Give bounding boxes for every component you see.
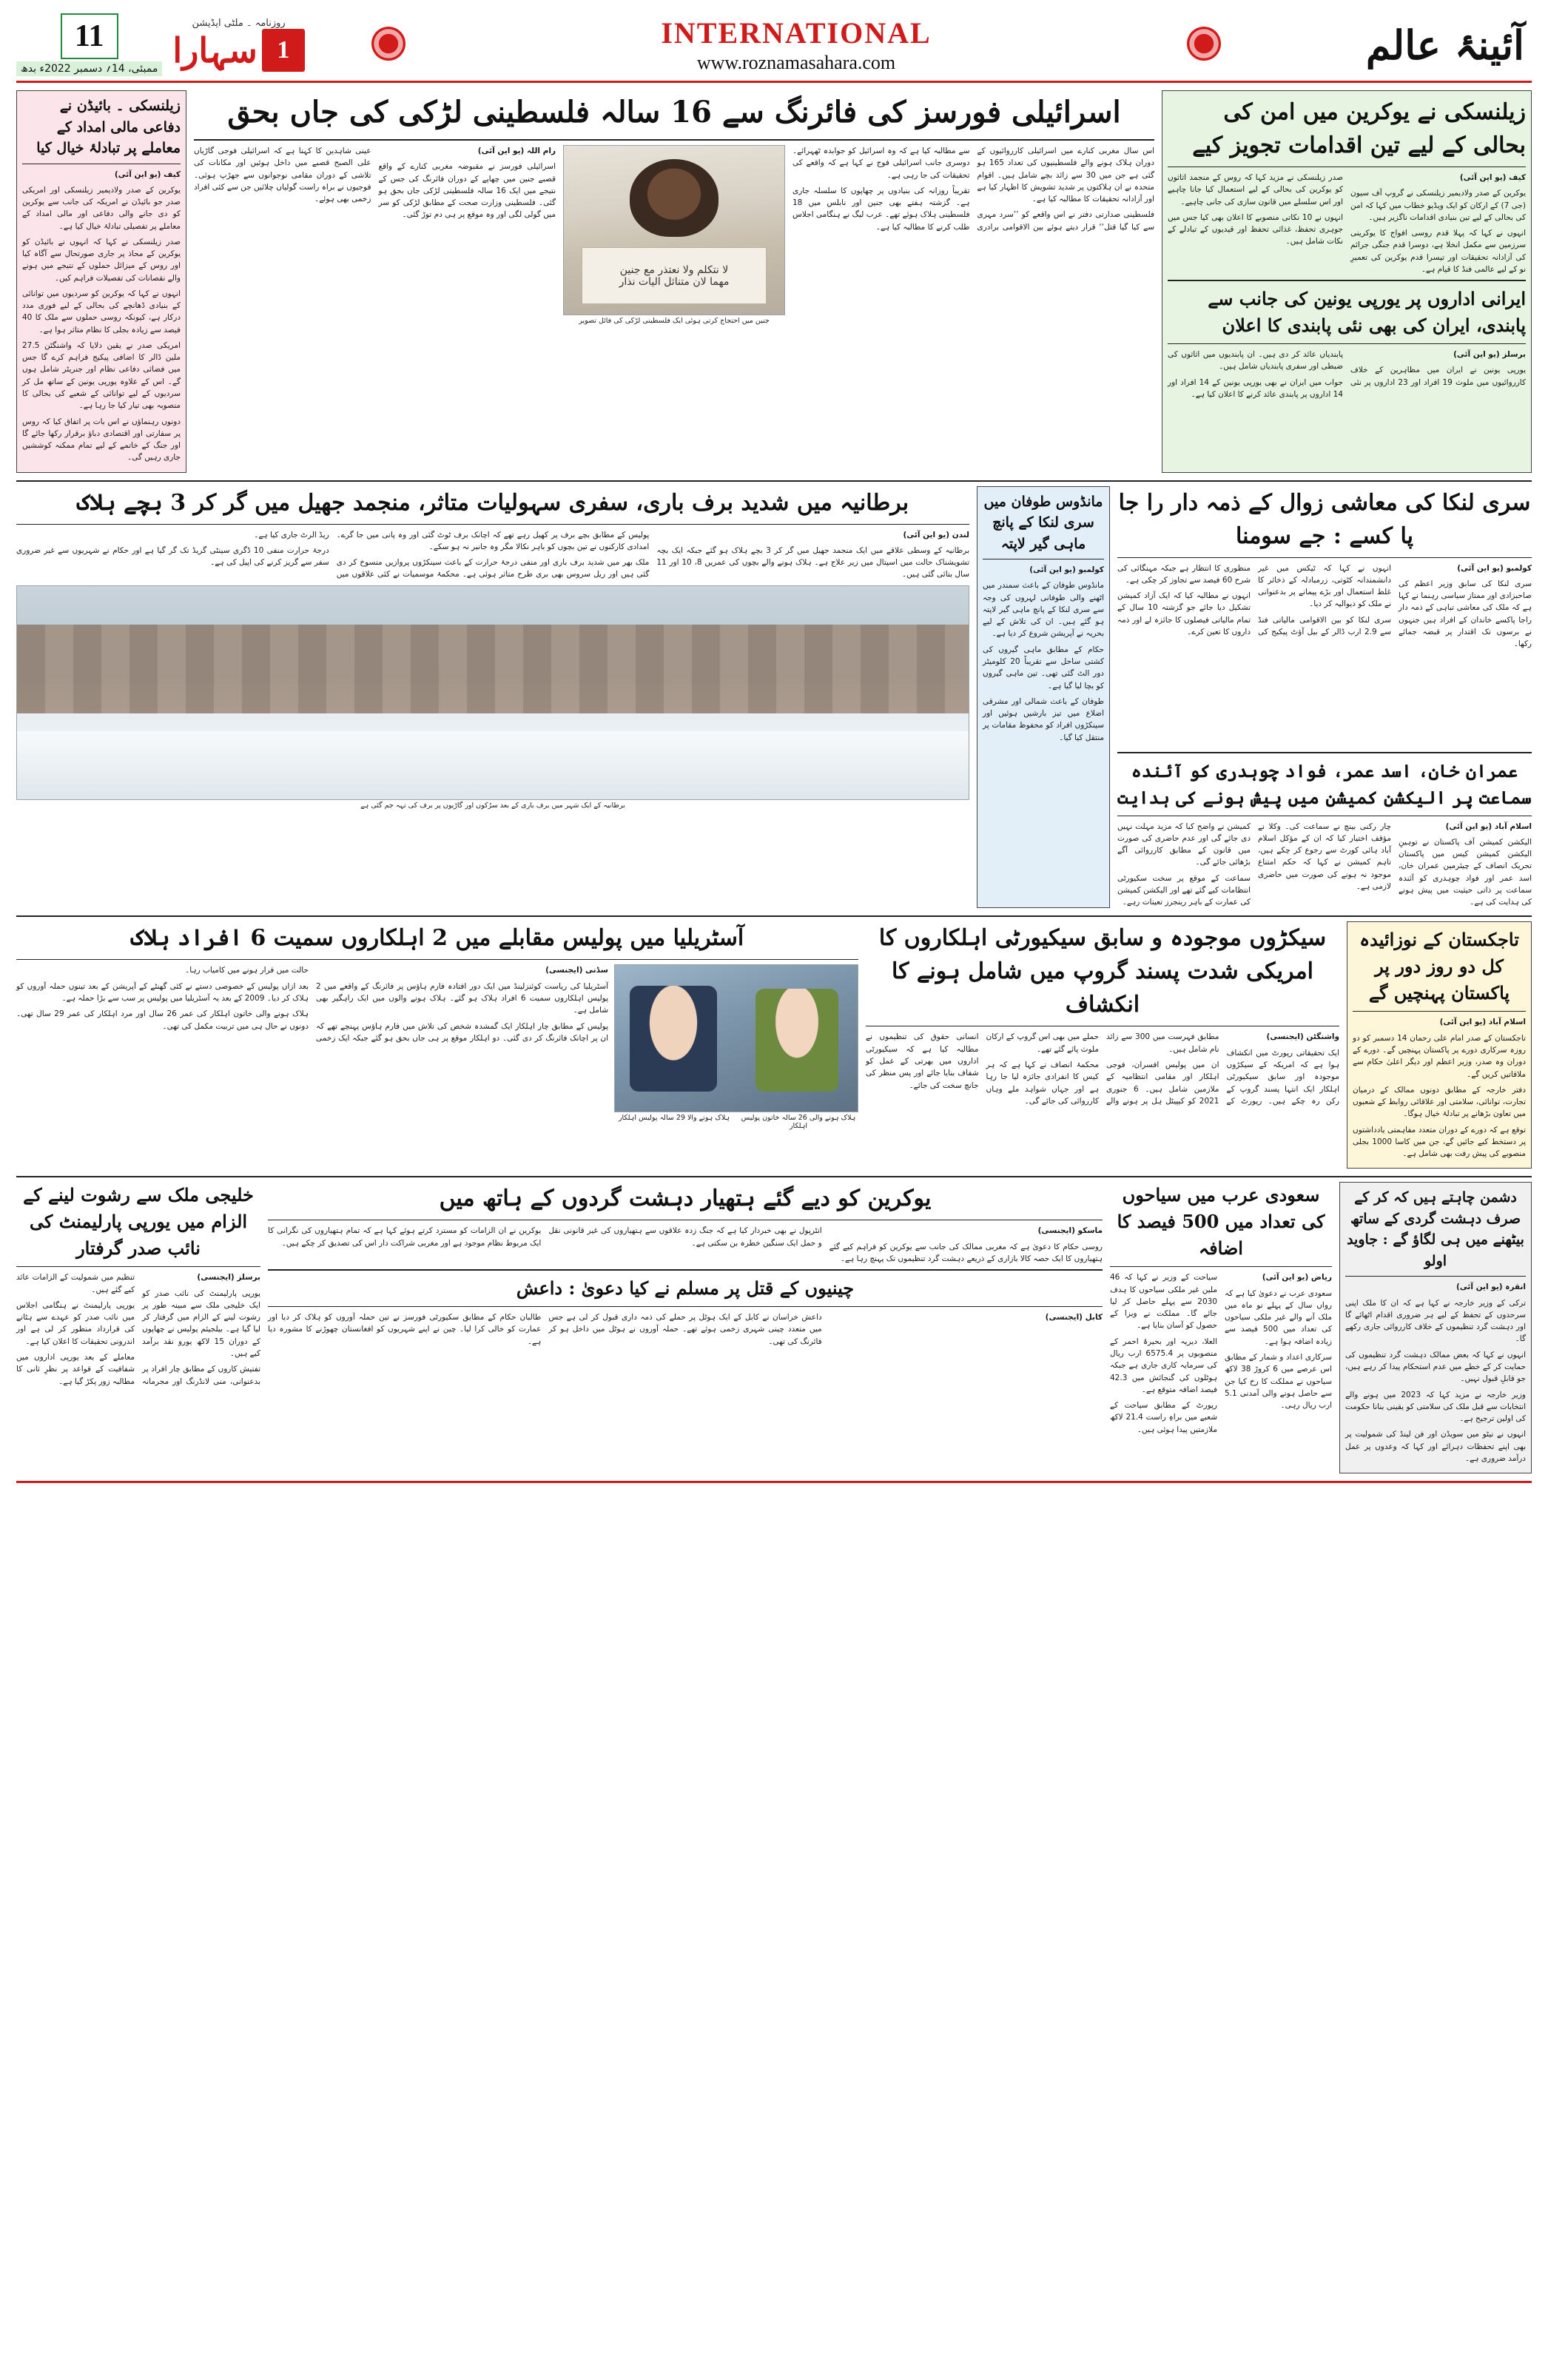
dateline: ماسکو (ایجنسی) bbox=[1037, 1226, 1103, 1236]
paragraph: ان میں پولیس افسران، فوجی اہلکار اور مقامی انتظامیہ کے ملازمین شامل ہیں۔ 6 جنوری 2021 کو کیپیٹل ہل پر ہونے والے حملے میں بھی اس گروپ کے ارکان ملوث پائے گئے تھے۔ bbox=[986, 1032, 1219, 1106]
paragraph: آسٹریلیا کی ریاست کوئنزلینڈ میں ایک دور افتادہ فارم ہاؤس پر فائرنگ کے واقعے میں 2 پولیس اہلکاروں سمیت 6 افراد ہلاک ہو گئے۔ ہلاک ہونے والوں میں ایک راہگیر بھی شامل ہے۔ bbox=[316, 981, 608, 1015]
placard-line-1: لا نتكلم ولا نعتذر مع جنين bbox=[619, 263, 729, 276]
article-palestinian-girl-killed bbox=[194, 90, 1154, 473]
paragraph: امریکی صدر نے یقین دلایا کہ واشنگٹن 27.5 ملین ڈالر کا اضافی پیکیج فراہم کرے گا جس میں فضائی دفاعی نظام اور جنریٹر شامل ہوں گے۔ اس کے علاوہ یورپی یونین کے ساتھ مل کر سردیوں کے لیے توانائی کے شعبے کی بحالی کا منصوبہ بھی تیار کیا جا رہا ہے۔ bbox=[22, 340, 181, 411]
paragraph: ایک تحقیقاتی رپورٹ میں انکشاف ہوا ہے کہ امریکہ کے سیکڑوں موجودہ اور سابق سیکیورٹی اہلکار ایک انتہا پسند گروپ کے رکن رہ چکے ہیں۔ رپورٹ کے مطابق فہرست میں 300 سے زائد نام شامل ہیں۔ bbox=[1106, 1032, 1339, 1106]
page-number-block bbox=[16, 13, 162, 76]
headline-saudi-tourism: سعودی عرب میں سیاحوں کی تعداد میں 500 فیصد کا اضافہ bbox=[1117, 1184, 1325, 1260]
body-us-extremist-group bbox=[866, 1031, 1339, 1107]
paragraph: برطانیہ کے وسطی علاقے میں ایک منجمد جھیل میں گر کر 3 بچے ہلاک ہو گئے جبکہ ایک بچہ تشویشناک حالت میں اسپتال میں زیر علاج ہے۔ ہلاک ہونے والے بچوں کی عمریں 8، 10 اور 11 سال بتائی گئی ہیں۔ bbox=[656, 545, 970, 579]
photo-snow-street bbox=[16, 585, 969, 800]
dateline: کولمبو (یو این آئی) bbox=[1457, 563, 1532, 573]
paragraph: کمیشن نے واضح کیا کہ مزید مہلت نہیں دی جائے گی اور عدم حاضری کی صورت میں قانون کے مطابق کارروائی آگے بڑھائی جائے گی۔ bbox=[1117, 821, 1251, 867]
body-zelensky-biden bbox=[22, 169, 181, 468]
logo-top-line: روزنامہ ۔ ملٹی ایڈیشن bbox=[192, 18, 286, 29]
body-imran-khan-ecp bbox=[1117, 821, 1532, 909]
article-zelensky-biden-call bbox=[16, 90, 186, 473]
footer-rule bbox=[16, 1481, 1532, 1483]
paragraph: جواب میں ایران نے بھی یورپی یونین کے 14 افراد اور 14 اداروں پر پابندی عائد کرنے کا اعلان کیا ہے۔ bbox=[1168, 377, 1343, 399]
paragraph: سعودی عرب نے دعویٰ کیا ہے کہ رواں سال کے پہلے نو ماہ میں ملک آنے والے غیر ملکی سیاحوں کی تعداد میں 500 فیصد سے زیادہ اضافہ ہوا ہے۔ bbox=[1225, 1288, 1332, 1346]
paragraph: انہوں نے کہا کہ پہلا قدم روسی افواج کا یوکرینی سرزمین سے مکمل انخلا ہے، دوسرا قدم جنگی جرائم کی آزادانہ تحقیقات اور تیسرا قدم یوکرین کی تعمیرِ نو کے لیے عالمی فنڈ کا قیام ہے۔ bbox=[1350, 229, 1526, 274]
article-turkey-fm bbox=[1339, 1182, 1532, 1473]
headline-palestinian-girl-killed: اسرائیلی فورسز کی فائرنگ سے 16 سالہ فلسطینی لڑکی کی جاں بحق bbox=[227, 95, 1121, 130]
zone-bottom bbox=[16, 1182, 1532, 1473]
headline-mandous-storm: مانڈوس طوفان میں سری لنکا کے پانچ ماہی گیر لاپتہ bbox=[983, 493, 1103, 552]
section-title-english: INTERNATIONAL bbox=[661, 16, 932, 50]
photo-caption-snow: برطانیہ کے ایک شہر میں برف باری کے بعد سڑکوں اور گاڑیوں پر برف کی تہہ جم گئی ہے bbox=[360, 801, 625, 810]
paragraph: ہلاک ہونے والی خاتون اہلکار کی عمر 26 سال اور مرد اہلکار کی عمر 29 سال تھی۔ دونوں نے حال ہی میں تربیت مکمل کی تھی۔ bbox=[16, 1009, 309, 1031]
dateline: انقرہ (یو این آئی) bbox=[1456, 1283, 1526, 1292]
paragraph: توقع ہے کہ دورے کے دوران متعدد مفاہمتی یادداشتوں پر دستخط کیے جائیں گے، جن میں کاسا 1000 بجلی منصوبے کی پیش رفت بھی شامل ہے۔ bbox=[1353, 1125, 1527, 1159]
photo-australia-victims bbox=[614, 964, 858, 1112]
paragraph: یوکرین کے صدر ولادیمیر زیلنسکی نے گروپ آف سیون (جی 7) کے ارکان کو ایک ویڈیو خطاب میں کہا کہ امن کی بحالی کے لیے تین بنیادی اقدامات ناگزیر ہیں۔ bbox=[1350, 189, 1526, 222]
headline-isis-kabul-claim: چینیوں کے قتل پر مسلم نے کیا دعویٰ : داعش bbox=[516, 1277, 855, 1300]
col-srilanka-imran bbox=[1117, 486, 1532, 909]
logo-urdu-name: سہارا bbox=[172, 30, 258, 70]
headline-eu-iran-sanctions: ایرانی اداروں پر یورپی یونین کی جانب سے پابندی، ایران کی بھی نئی پابندی کا اعلان bbox=[1208, 288, 1526, 337]
page-number: 11 bbox=[61, 13, 118, 59]
paragraph: مانڈوس طوفان کے باعث سمندر میں اٹھنے والی طوفانی لہروں کی وجہ سے سری لنکا کے پانچ ماہی گیر لاپتہ ہو گئے ہیں۔ ان کی تلاش کے لیے بحریہ نے آپریشن شروع کر دیا ہے۔ bbox=[983, 581, 1104, 639]
starburst-icon-left bbox=[371, 27, 405, 61]
paragraph: صدر زیلنسکی نے مزید کہا کہ روس کے منجمد اثاثوں کو یوکرین کی بحالی کے لیے استعمال کیا جانا چاہیے اور اس سلسلے میں قانون سازی کی جانی چاہیے۔ bbox=[1168, 173, 1343, 206]
body-britain-snow bbox=[16, 529, 969, 581]
paragraph: بعد ازاں پولیس کے خصوصی دستے نے کئی گھنٹے کے آپریشن کے بعد تینوں حملہ آوروں کو ہلاک کر دیا۔ 2009 کے بعد یہ آسٹریلیا میں پولیس پر سب سے بڑا حملہ ہے۔ bbox=[16, 981, 309, 1003]
dateline: اسلام آباد (یو این آئی) bbox=[1439, 1018, 1526, 1027]
paragraph: فلسطینی صدارتی دفتر نے اس واقعے کو ’’سرد مہری سے کیا گیا قتل‘‘ قرار دیتے ہوئے بین الاقوامی برادری سے مطالبہ کیا ہے کہ وہ اسرائیل کو جوابدہ ٹھہرائے۔ دوسری جانب اسرائیلی فوج نے کہا ہے کہ واقعے کی تحقیقات کی جا رہی ہے۔ bbox=[792, 147, 1154, 232]
dateline: ریاض (یو این آئی) bbox=[1262, 1273, 1332, 1283]
paragraph: یورپی یونین نے ایران میں مظاہرین کے خلاف کارروائیوں میں ملوث 19 افراد اور 23 اداروں پر نئی پابندیاں عائد کر دی ہیں۔ ان پابندیوں میں اثاثوں کی ضبطی اور سفری پابندیاں شامل ہیں۔ bbox=[1168, 350, 1527, 387]
paragraph: اسرائیلی فورسز نے مقبوضہ مغربی کنارے کے واقع قصبے جنین میں چھاپے کے دوران فائرنگ کی جس کے نتیجے میں ایک 16 سالہ فلسطینی لڑکی جاں بحق ہو گئی۔ فلسطینی وزارت صحت کے مطابق لڑکی کو سر میں گولی لگی اور وہ موقع پر ہی دم توڑ گئی۔ bbox=[378, 162, 556, 220]
body-eu-parliament-bribery bbox=[16, 1271, 260, 1389]
paragraph: انہوں نے 10 نکاتی منصوبے کا اعلان بھی کیا جس میں جوہری تحفظ، غذائی تحفظ اور قیدیوں کے تبادلے کے نکات شامل ہیں۔ bbox=[1168, 212, 1343, 246]
headline-britain-snow: برطانیہ میں شدید برف باری، سفری سہولیات متاثر، منجمد جھیل میں گر کر 3 بچے ہلاک bbox=[76, 489, 909, 516]
paragraph: انہوں نے کہا کہ یوکرین کو سردیوں میں توانائی کے بنیادی ڈھانچے کی بحالی کے لیے فوری مدد درکار ہے، کیونکہ روسی حملوں سے ملک کا 40 فیصد سے زیادہ بجلی کا نظام متاثر ہوا ہے۔ bbox=[22, 289, 181, 335]
paragraph: محکمۂ انصاف نے کہا ہے کہ ہر کیس کا انفرادی جائزہ لیا جا رہا ہے اور جہاں شواہد ملے وہاں کارروائی کی جائے گی۔ bbox=[986, 1060, 1099, 1106]
headline-zelensky-peace: زیلنسکی نے یوکرین میں امن کی بحالی کے لیے تین اقدامات تجویز کیے bbox=[1192, 99, 1526, 158]
paragraph: رپورٹ کے مطابق سیاحت کے شعبے میں براہِ راست 21.4 لاکھ ملازمتیں پیدا ہوئی ہیں۔ bbox=[1110, 1401, 1217, 1434]
placard-line-2: مهما لان متناثل اليات نذار bbox=[619, 275, 730, 288]
paragraph: انسانی حقوق کی تنظیموں نے مطالبہ کیا ہے کہ سیکیورٹی اداروں میں بھرتی کے عمل کو شفاف بنایا جائے اور پس منظر کی جانچ سخت کی جائے۔ bbox=[866, 1032, 979, 1090]
paragraph: وزیر خارجہ نے مزید کہا کہ 2023 میں ہونے والے انتخابات سے قبل ملک کی سلامتی کو یقینی بنانا حکومت کی اولین ترجیح ہے۔ bbox=[1345, 1390, 1526, 1424]
paragraph: انہوں نے نیٹو میں سویڈن اور فن لینڈ کی شمولیت پر بھی اپنے تحفظات دہرائے اور کہا کہ وعدوں پر عمل درآمد ضروری ہے۔ bbox=[1345, 1430, 1526, 1463]
photo-placard bbox=[582, 247, 767, 305]
headline-eu-parliament-bribery: خلیجی ملک سے رشوت لینے کے الزام میں یورپی پارلیمنٹ کی نائب صدر گرفتار bbox=[23, 1184, 254, 1260]
article-ukraine-weapons bbox=[268, 1182, 1103, 1473]
section-title-urdu: آئینۂ عالم bbox=[1365, 21, 1524, 69]
paragraph: تفتیش کاروں کے مطابق چار افراد پر بدعنوانی، منی لانڈرنگ اور مجرمانہ تنظیم میں شمولیت کے الزامات عائد کیے گئے ہیں۔ bbox=[16, 1273, 260, 1386]
zone-third bbox=[16, 921, 1532, 1169]
body-zelensky-peace bbox=[1168, 172, 1526, 275]
headline-zelensky-biden: زیلنسکی ۔ بائیڈن نے دفاعی مالی امداد کے معاملے پر تبادلۂ خیال کیا bbox=[36, 98, 181, 156]
paragraph: چار رکنی بینچ نے سماعت کی۔ وکلا نے مؤقف اختیار کیا کہ ان کے مؤکل اسلام آباد ہائی کورٹ سے رجوع کر چکے ہیں، تاہم کمیشن نے کہا کہ حکم امتناع موجود نہ ہونے کی صورت میں حاضری لازمی ہے۔ bbox=[1258, 821, 1391, 891]
body-palestinian-right bbox=[194, 145, 556, 221]
paragraph: الیکشن کمیشن آف پاکستان نے توہینِ الیکشن کمیشن کیس میں پاکستان تحریک انصاف کے چیئرمین عمران خان، اسد عمر اور فواد چوہدری کو آئندہ سماعت پر ذاتی حیثیت میں پیش ہونے کی ہدایت کی ہے۔ bbox=[1399, 837, 1532, 907]
masthead-section-title-ur bbox=[1265, 13, 1532, 76]
paragraph: العلا، دیریہ اور بحیرۂ احمر کے منصوبوں پر 6575.4 ارب ریال کی سرمایہ کاری جاری ہے جبکہ ہوٹلوں کی گنجائش میں 42.3 فیصد اضافہ متوقع ہے۔ bbox=[1110, 1337, 1217, 1394]
date-line: ممبئی، 14؍ دسمبر 2022ء بدھ bbox=[16, 61, 162, 76]
paragraph: صدر زیلنسکی نے کہا کہ انہوں نے بائیڈن کو یوکرین کے محاذ پر جاری صورتحال سے آگاہ کیا اور روس کے میزائل حملوں کے نتیجے میں ہونے والے نقصانات کی تفصیلات فراہم کیں۔ bbox=[22, 237, 181, 283]
headline-srilanka-economy: سری لنکا کی معاشی زوال کے ذمہ دار را جا پا کسے : جے سومنا bbox=[1118, 489, 1531, 549]
paragraph: طالبان حکام کے مطابق سکیورٹی فورسز نے تین حملہ آوروں کو ہلاک کر دیا اور عمارت کو خالی کرا لیا۔ چین نے اپنے شہریوں کو افغانستان چھوڑنے کا مشورہ دیا ہے۔ bbox=[268, 1313, 542, 1346]
paragraph: معاملے کے بعد یورپی اداروں میں شفافیت کے قواعد پر نظرِ ثانی کا مطالبہ زور پکڑ گیا ہے۔ bbox=[16, 1352, 135, 1386]
logo-badge: 1 bbox=[262, 29, 305, 72]
body-isis-kabul-claim bbox=[268, 1311, 1103, 1348]
dateline: واشنگٹن (ایجنسی) bbox=[1266, 1032, 1339, 1042]
masthead bbox=[16, 13, 1532, 83]
zone-second bbox=[16, 486, 1532, 909]
masthead-center bbox=[327, 13, 1265, 76]
paragraph: سری لنکا کو بین الاقوامی مالیاتی فنڈ سے 2.9 ارب ڈالر کے بیل آؤٹ پیکیج کی منظوری کا انتظار ہے جبکہ مہنگائی کی شرح 60 فیصد سے تجاوز کر چکی ہے۔ bbox=[1117, 563, 1391, 636]
starburst-icon-right bbox=[1187, 27, 1221, 61]
dateline: برسلز (یو این آئی) bbox=[1453, 350, 1526, 360]
dateline: اسلام آباد (یو این آئی) bbox=[1445, 821, 1532, 831]
article-us-extremist-group bbox=[866, 921, 1339, 1169]
headline-ukraine-weapons: یوکرین کو دیے گئے ہتھیار دہشت گردوں کے ہاتھ میں bbox=[439, 1186, 932, 1212]
photo-caption-officer-male: ہلاک ہونے والا 29 سالہ پولیس اہلکار bbox=[618, 1114, 730, 1123]
article-mandous-storm bbox=[977, 486, 1110, 909]
zone-top bbox=[16, 90, 1532, 473]
paragraph: ترکی کے وزیر خارجہ نے کہا ہے کہ ان کا ملک اپنی سرحدوں کے تحفظ کے لیے ہر ضروری اقدام اٹھائے گا اور دہشت گرد تنظیموں کے خلاف کارروائی جاری رکھے گا۔ bbox=[1345, 1298, 1526, 1344]
article-eu-parliament-bribery bbox=[16, 1182, 260, 1473]
paragraph: پولیس کے مطابق چار اہلکار ایک گمشدہ شخص کی تلاش میں فارم ہاؤس پہنچے تھے کہ ان پر اچانک فائرنگ کر دی گئی۔ دو اہلکار موقع پر ہی جاں بحق ہو گئے جبکہ ایک زخمی حالت میں فرار ہونے میں کامیاب رہا۔ bbox=[185, 966, 608, 1043]
headline-australia-police-shooting: آسٹریلیا میں پولیس مقابلے میں 2 اہلکاروں سمیت 6 افراد ہلاک bbox=[130, 925, 744, 952]
paragraph: سماعت کے موقع پر سخت سکیورٹی انتظامات کیے گئے تھے اور الیکشن کمیشن کی عمارت کے باہر رینجرز تعینات رہے۔ bbox=[1117, 873, 1251, 907]
dateline: کیف (یو این آئی) bbox=[1459, 173, 1526, 182]
dateline: برسلز (ایجنسی) bbox=[197, 1273, 260, 1283]
dateline: کیف (یو این آئی) bbox=[114, 169, 181, 179]
article-zelensky-peace-plan bbox=[1162, 90, 1532, 473]
article-australia-police-shooting bbox=[16, 921, 858, 1169]
masthead-logo-area bbox=[16, 13, 327, 76]
body-srilanka-economy bbox=[1117, 562, 1532, 747]
paragraph: داعش خراسان نے کابل کے ایک ہوٹل پر حملے کی ذمہ داری قبول کر لی ہے جس میں متعدد چینی شہری زخمی ہوئے تھے۔ حملہ آوروں نے ہوٹل میں داخل ہو کر فائرنگ کی تھی۔ bbox=[548, 1313, 822, 1346]
article-saudi-tourism bbox=[1110, 1182, 1332, 1473]
article-tajikistan-visit bbox=[1347, 921, 1532, 1169]
paragraph: انٹرپول نے بھی خبردار کیا ہے کہ جنگ زدہ علاقوں سے ہتھیاروں کی غیر قانونی نقل و حمل ایک سنگین خطرہ بن سکتی ہے۔ bbox=[548, 1226, 822, 1248]
paragraph: سری لنکا کی سابق وزیر اعظم کی صاحبزادی اور ممتاز سیاسی رہنما نے کہا ہے کہ ملک کی معاشی تباہی کے ذمہ دار راجا پاکسے خاندان کے افراد ہیں جنہوں نے برسوں تک اقتدار پر قبضہ جمائے رکھا۔ bbox=[1399, 579, 1532, 649]
paragraph: سیاحت کے وزیر نے کہا کہ 46 ملین غیر ملکی سیاحوں کا ہدف 2030 سے پہلے حاصل کر لیا جائے گا۔ مملکت نے ویزا کے حصول کو آسان بنایا ہے۔ bbox=[1110, 1273, 1217, 1331]
paragraph: روسی حکام کا دعویٰ ہے کہ مغربی ممالک کی جانب سے یوکرین کو فراہم کیے گئے ہتھیاروں کا ایک حصہ کالا بازاری کے ذریعے دہشت گرد تنظیموں تک پہنچ رہا ہے۔ bbox=[829, 1242, 1103, 1263]
website-url[interactable]: www.roznamasahara.com bbox=[696, 52, 896, 73]
paragraph: یورپی پارلیمنٹ نے ہنگامی اجلاس میں نائب صدر کو عہدے سے ہٹانے کی قرارداد منظور کر لی ہے اور اندرونی تحقیقات کا اعلان کیا ہے۔ bbox=[16, 1300, 135, 1346]
dateline: رام اللہ (یو این آئی) bbox=[477, 147, 556, 155]
paragraph: پولیس کے مطابق بچے برف پر کھیل رہے تھے کہ اچانک برف ٹوٹ گئی اور وہ پانی میں جا گرے۔ امدادی کارکنوں نے تین بچوں کو باہر نکالا مگر وہ جانبر نہ ہو سکے۔ bbox=[336, 530, 650, 551]
paragraph: یوکرین کے صدر ولادیمیر زیلنسکی اور امریکی صدر جو بائیڈن نے امریکہ کی جانب سے یوکرین کو دی جانے والی دفاعی اور مالی امداد کے معاملے پر تفصیلی تبادلۂ خیال کیا ہے۔ bbox=[22, 185, 181, 231]
body-turkey-fm bbox=[1345, 1281, 1526, 1468]
paragraph: انہوں نے مطالبہ کیا کہ ایک آزاد کمیشن تشکیل دیا جائے جو گزشتہ 10 سال کے تمام مالیاتی فیصلوں کا جائزہ لے اور ذمہ داروں کا تعین کرے۔ bbox=[1117, 591, 1251, 636]
paragraph: طوفان کے باعث شمالی اور مشرقی اضلاع میں تیز بارشیں ہوئیں اور سینکڑوں افراد کو محفوظ مقامات پر منتقل کیا گیا۔ bbox=[983, 696, 1104, 742]
paragraph: تاجکستان کے صدر امام علی رحمان 14 دسمبر کو دو روزہ سرکاری دورے پر پاکستان پہنچیں گے۔ دورے کے دوران وہ صدر، وزیر اعظم اور دیگر اعلیٰ حکام سے ملاقاتیں کریں گے۔ bbox=[1353, 1033, 1526, 1079]
headline-tajikistan-visit: تاجکستان کے نوزائیدہ کل دو روز دور پر پاکستان پہنچیں گے bbox=[1359, 929, 1519, 1004]
newspaper-logo bbox=[172, 18, 305, 72]
body-tajikistan-visit bbox=[1353, 1016, 1526, 1163]
photo-caption-officer-female: ہلاک ہونے والی 26 سالہ خاتون پولیس اہلکار bbox=[741, 1114, 856, 1131]
photo-palestinian-girl bbox=[563, 145, 785, 315]
paragraph: حکام کے مطابق ماہی گیروں کی کشتی ساحل سے تقریباً 20 کلومیٹر دور الٹ گئی تھی۔ تین ماہی گیروں کو بچا لیا گیا ہے۔ bbox=[983, 645, 1104, 690]
paragraph: دونوں رہنماؤں نے اس بات پر اتفاق کیا کہ روس پر سفارتی اور اقتصادی دباؤ برقرار رکھا جائے گا اور جنگ کے خاتمے کے لیے تمام ممکنہ کوششیں جاری رہیں گی۔ bbox=[22, 417, 181, 463]
paragraph: یوکرین نے ان الزامات کو مسترد کرتے ہوئے کہا ہے کہ تمام ہتھیاروں کی نگرانی کا ایک مربوط نظام موجود ہے اور مغربی شراکت دار اس کی تصدیق کر چکے ہیں۔ bbox=[268, 1226, 542, 1248]
paragraph: تقریباً روزانہ کی بنیادوں پر چھاپوں کا سلسلہ جاری ہے۔ گزشتہ ہفتے بھی جنین اور نابلس میں 18 فلسطینی ہلاک ہوئے تھے۔ عرب لیگ نے ہنگامی اجلاس طلب کرنے کا مطالبہ کیا ہے۔ bbox=[792, 186, 970, 232]
headline-imran-khan-ecp: عمران خان، اسد عمر، فواد چوہدری کو آئندہ سماعت پر الیکشن کمیشن میں پیش ہونے کی ہدایت bbox=[1117, 759, 1532, 808]
paragraph: انہوں نے کہا کہ بعض ممالک دہشت گرد تنظیموں کی حمایت کر کے خطے میں عدم استحکام پیدا کر رہے ہیں، جو قابلِ قبول نہیں۔ bbox=[1345, 1350, 1526, 1384]
body-mandous-storm bbox=[983, 564, 1104, 747]
article-britain-snow bbox=[16, 486, 969, 909]
dateline: سڈنی (ایجنسی) bbox=[545, 966, 608, 975]
dateline: لندن (یو این آئی) bbox=[903, 530, 969, 539]
photo-caption: جنین میں احتجاج کرتی ہوئی ایک فلسطینی لڑکی کی فائل تصویر bbox=[579, 317, 770, 325]
body-australia-police-shooting bbox=[16, 964, 608, 1044]
paragraph: سرکاری اعداد و شمار کے مطابق اس عرصے میں 6 کروڑ 38 لاکھ سیاحوں نے مملکت کا رخ کیا جن سے حاصل ہونے والی آمدنی 5.1 ارب ریال رہی۔ bbox=[1225, 1352, 1332, 1411]
dateline: کابل (ایجنسی) bbox=[1045, 1313, 1103, 1322]
body-eu-iran-sanctions bbox=[1168, 349, 1526, 400]
paragraph: درجۂ حرارت منفی 10 ڈگری سینٹی گریڈ تک گر گیا ہے اور حکام نے شہریوں سے غیر ضروری سفر سے گریز کرنے کی اپیل کی ہے۔ bbox=[16, 545, 329, 568]
body-palestinian-left bbox=[792, 145, 1154, 235]
paragraph: اس سال مغربی کنارے میں اسرائیلی کارروائیوں کے دوران ہلاک ہونے والے فلسطینیوں کی تعداد 165 ہو گئی ہے جن میں 30 سے زائد بچے شامل ہیں۔ اقوام متحدہ نے ان ہلاکتوں پر شدید تشویش کا اظہار کیا ہے اور آزادانہ تحقیقات کا مطالبہ کیا ہے۔ bbox=[977, 147, 1155, 204]
paragraph: ملک بھر میں شدید برف باری اور منفی درجۂ حرارت کے باعث سینکڑوں پروازیں منسوخ کر دی گئی ہیں اور ریل سروس بھی بری طرح متاثر ہوئی ہے۔ محکمۂ موسمیات نے کئی علاقوں میں ریڈ الرٹ جاری کیا ہے۔ bbox=[254, 530, 650, 579]
paragraph: دفتر خارجہ کے مطابق دونوں ممالک کے درمیان تجارت، توانائی، سلامتی اور علاقائی روابط کے شعبوں میں تعاون بڑھانے پر تبادلۂ خیال ہوگا۔ bbox=[1353, 1085, 1526, 1119]
paragraph: عینی شاہدین کا کہنا ہے کہ اسرائیلی فوجی گاڑیاں علی الصبح قصبے میں داخل ہوئیں اور مکانات کی تلاشی کے دوران مقامی نوجوانوں سے جھڑپ ہوئی۔ فوجیوں نے براہ راست گولیاں چلائیں جن سے کئی افراد زخمی بھی ہوئے۔ bbox=[194, 147, 371, 204]
headline-turkey-fm: دشمن چاہتے ہیں کہ کر کے صرف دہشت گردی کے ساتھ بیٹھنے میں ہی لگاؤ گے : جاوید اولو bbox=[1347, 1189, 1524, 1269]
headline-us-extremist-group: سیکڑوں موجودہ و سابق سیکیورٹی اہلکاروں کا امریکی شدت پسند گروپ میں شامل ہونے کا انکشاف bbox=[878, 925, 1327, 1018]
dateline: کولمبو (یو این آئی) bbox=[1029, 565, 1104, 575]
body-ukraine-weapons bbox=[268, 1225, 1103, 1265]
paragraph: انہوں نے کہا کہ ٹیکس میں غیر دانشمندانہ کٹوتی، زرمبادلہ کے ذخائر کا غلط استعمال اور بڑے پیمانے پر بدعنوانی نے ملک کو دیوالیہ کر دیا۔ bbox=[1258, 563, 1391, 609]
body-saudi-tourism bbox=[1110, 1271, 1332, 1435]
paragraph: یورپی پارلیمنٹ کی نائب صدر کو ایک خلیجی ملک سے مبینہ طور پر رشوت لینے کے الزام میں گرفتار کر لیا گیا ہے۔ بیلجیئم پولیس نے چھاپوں کے دوران 15 لاکھ یورو نقد برآمد کیے ہیں۔ bbox=[142, 1288, 260, 1358]
